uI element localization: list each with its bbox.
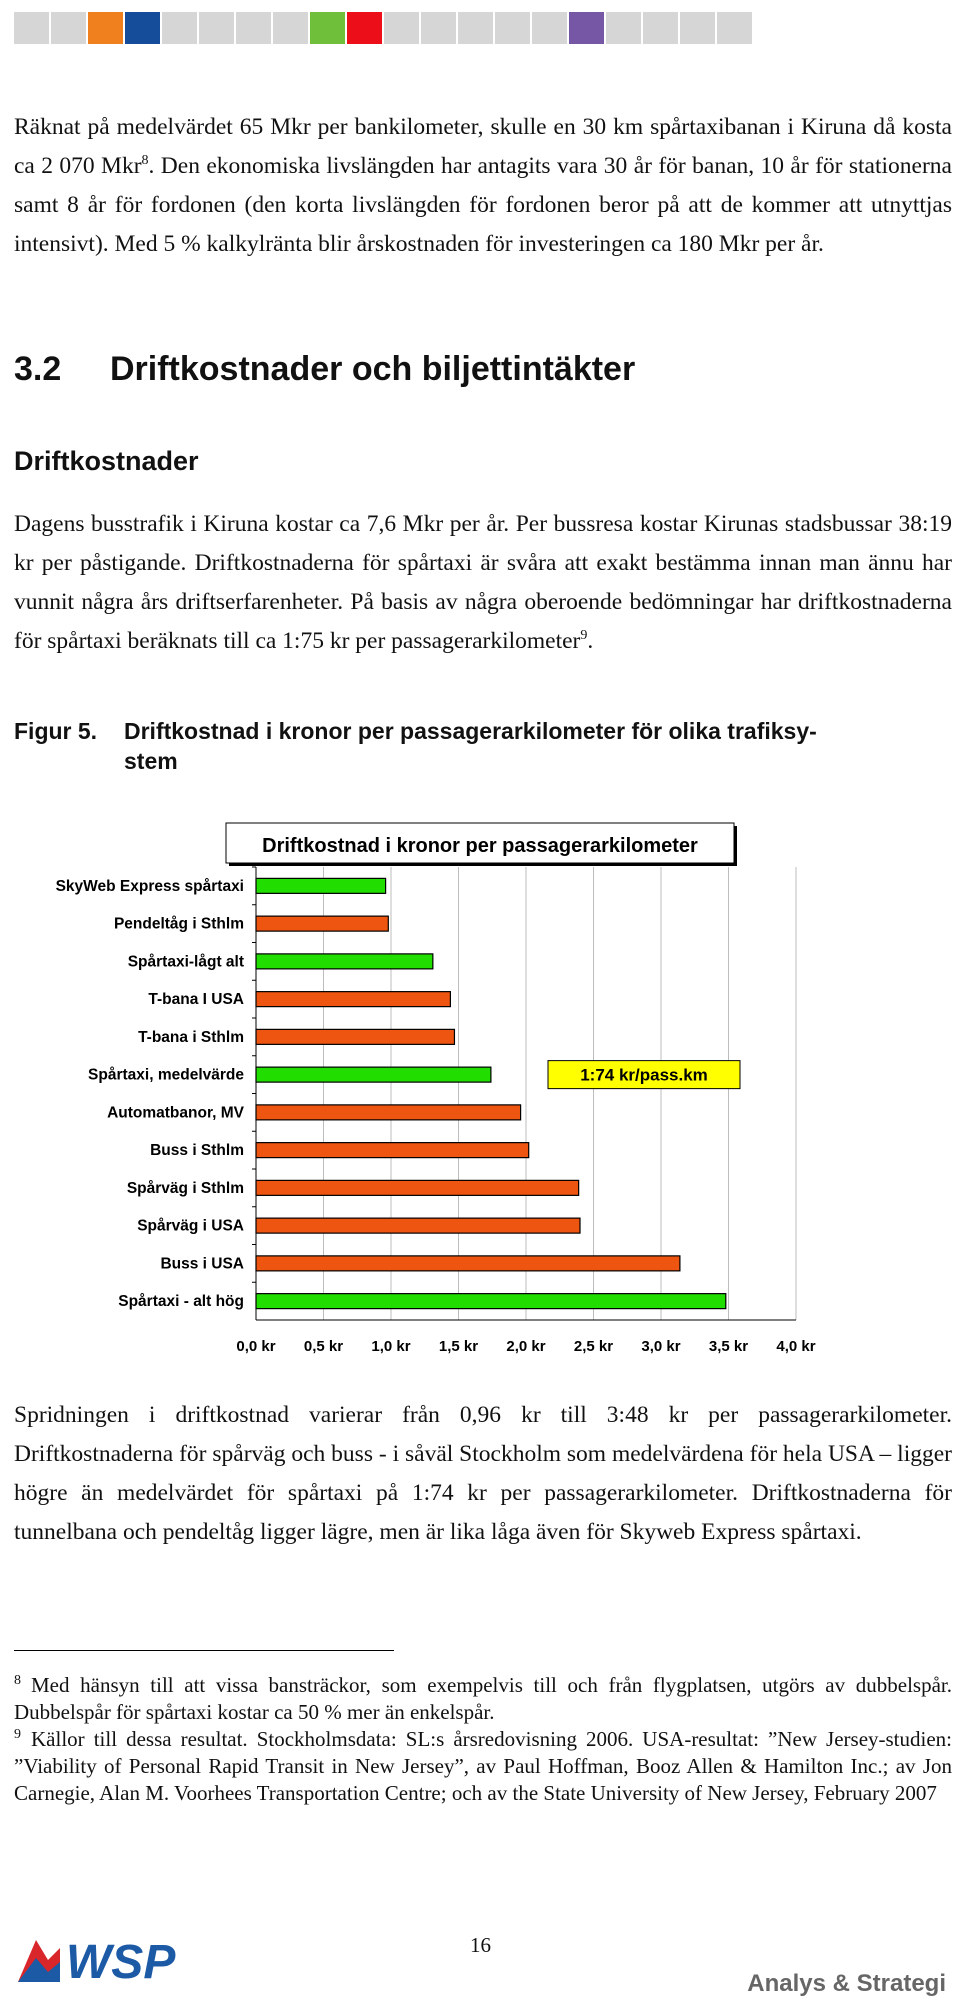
bar [256,992,450,1007]
x-tick-label: 1,5 kr [438,1338,479,1355]
paragraph-operating-costs: Dagens busstrafik i Kiruna kostar ca 7,6 Mkr per år. Per bussresa kostar Kirunas stadsbussar 38:19 kr per påstigande. Driftkostnaderna för spårtaxi är svåra att exakt bestämma innan man ännu har vunnit några års driftserfarenheter. På basis av några oberoende bedömningar har driftkostnaderna för spårtaxi beräknats till ca 1:75 kr per passagerarkilometer$^9$. [14,511,952,654]
color-square-0 [14,12,49,44]
color-square-14 [532,12,567,44]
color-square-17 [643,12,678,44]
subsection-heading: Driftkostnader [14,446,199,476]
footnote-ref-9[interactable]: 9 [580,628,588,644]
x-tick-label: 2,5 kr [573,1338,614,1355]
category-label: Spårtaxi, medelvärde [88,1066,244,1084]
wsp-logo [16,1928,206,1988]
bar [256,1105,521,1120]
color-square-18 [680,12,715,44]
bar [256,878,386,893]
x-tick-label: 3,5 kr [708,1338,749,1355]
x-tick-label: 4,0 kr [776,1338,816,1355]
color-square-1 [51,12,86,44]
header-color-bar [14,12,752,44]
category-label: Spårväg i USA [137,1217,244,1235]
paragraph-spread: Spridningen i driftkostnad varierar från 0,96 kr till 3:48 kr per passagerarkilometer. Driftkostnaderna för spårväg och buss - i såväl Stockholm som medelvärdena för hela USA – ligger högre än medelvärdet för spårtaxi på 1:74 kr per passagerarkilometer. Driftkostnaderna för tunnelbana och pendeltåg ligger lägre, men är lika låga även för Skyweb Express spårtaxi. [14,1402,952,1545]
x-tick-label: 0,5 kr [303,1338,344,1355]
color-square-12 [458,12,493,44]
color-square-11 [421,12,456,44]
chart-title-box-shadow [229,863,737,866]
bar [256,954,433,969]
section-heading [14,350,635,389]
footnote-text: Med hänsyn till att vissa bansträckor, som exempelvis till och från flygplatsen, utgörs av dubbelspår. Dubbelspår för spårtaxi kostar ca 50 % mer än enkelspår. [14,1673,952,1724]
category-label: SkyWeb Express spårtaxi [55,877,244,895]
bar [256,1067,491,1082]
footnote-separator [14,1650,394,1651]
chart-title-box-shadow [734,826,737,866]
cost-bar-chart [0,800,960,1380]
x-tick-label: 1,0 kr [371,1338,411,1355]
category-label: Spårtaxi - alt hög [118,1293,244,1311]
category-label: T-bana I USA [148,991,244,1009]
category-label: Buss i USA [160,1255,244,1273]
brand-name: Analys & Strategi [747,1970,946,1997]
color-square-8 [310,12,345,44]
section-number: 3.2 [14,350,62,388]
category-label: Buss i Sthlm [150,1142,244,1160]
color-square-19 [717,12,752,44]
category-label: T-bana i Sthlm [138,1028,244,1046]
bar [256,1256,680,1271]
color-square-9 [347,12,382,44]
color-square-2 [88,12,123,44]
category-label: Spårtaxi-lågt alt [127,953,244,971]
figure-label: Figur 5. [14,718,98,744]
bar [256,1143,529,1158]
bar [256,1029,454,1044]
color-square-3 [125,12,160,44]
footnote-8 [14,1672,952,1726]
bar [256,916,388,931]
category-label: Automatbanor, MV [107,1104,244,1122]
page-number: 16 [470,1933,491,1957]
color-square-6 [236,12,271,44]
x-tick-label: 3,0 kr [641,1338,681,1355]
footnote-9 [14,1726,952,1807]
section-title: Driftkostnader och biljettintäkter [110,350,636,388]
x-tick-label: 0,0 kr [236,1338,276,1355]
figure-caption [14,716,952,776]
annotation-label: 1:74 kr/pass.km [580,1065,708,1085]
logo-text: WSP [66,1936,176,1988]
figure-caption-line2: stem [124,748,178,774]
color-square-10 [384,12,419,44]
category-label: Spårväg i Sthlm [126,1179,244,1197]
footnote-mark: 8 [14,1673,21,1688]
footnote-text: Källor till dessa resultat. Stockholmsdata: SL:s årsredovisning 2006. USA-resultat: ”New Jersey-studien: ”Viability of Personal Rapid Transit in New Jersey”, av Paul Hoffman, Booz Allen & Hamilton Inc.; av Jon Carnegie, Alan M. Voorhees Transportation Centre; och av the State University of New Jersey, February 2007 [14,1727,952,1805]
color-square-4 [162,12,197,44]
x-tick-label: 2,0 kr [506,1338,546,1355]
footnote-mark: 9 [14,1727,21,1742]
color-square-15 [569,12,604,44]
bar [256,1180,579,1195]
footnote-ref-8[interactable]: 8 [141,153,149,169]
bar [256,1218,580,1233]
color-square-16 [606,12,641,44]
color-square-5 [199,12,234,44]
bar [256,1294,726,1309]
paragraph-investment: Räknat på medelvärdet 65 Mkr per bankilometer, skulle en 30 km spårtaxibanan i Kiruna då kosta ca 2 070 Mkr$^8$. Den ekonomiska livslängden har antagits vara 30 år för banan, 10 år för stationerna samt 8 år för fordonen (den korta livslängden för fordonen beror på att de kommer att utnyttjas intensivt). Med 5 % kalkylränta blir årskostnaden för investeringen ca 180 Mkr per år. [14,114,952,257]
color-square-13 [495,12,530,44]
category-label: Pendeltåg i Sthlm [113,915,244,933]
color-square-7 [273,12,308,44]
figure-caption-line1: Driftkostnad i kronor per passagerarkilometer för olika trafiksy- [124,718,817,744]
chart-title: Driftkostnad i kronor per passagerarkilometer [262,835,698,857]
